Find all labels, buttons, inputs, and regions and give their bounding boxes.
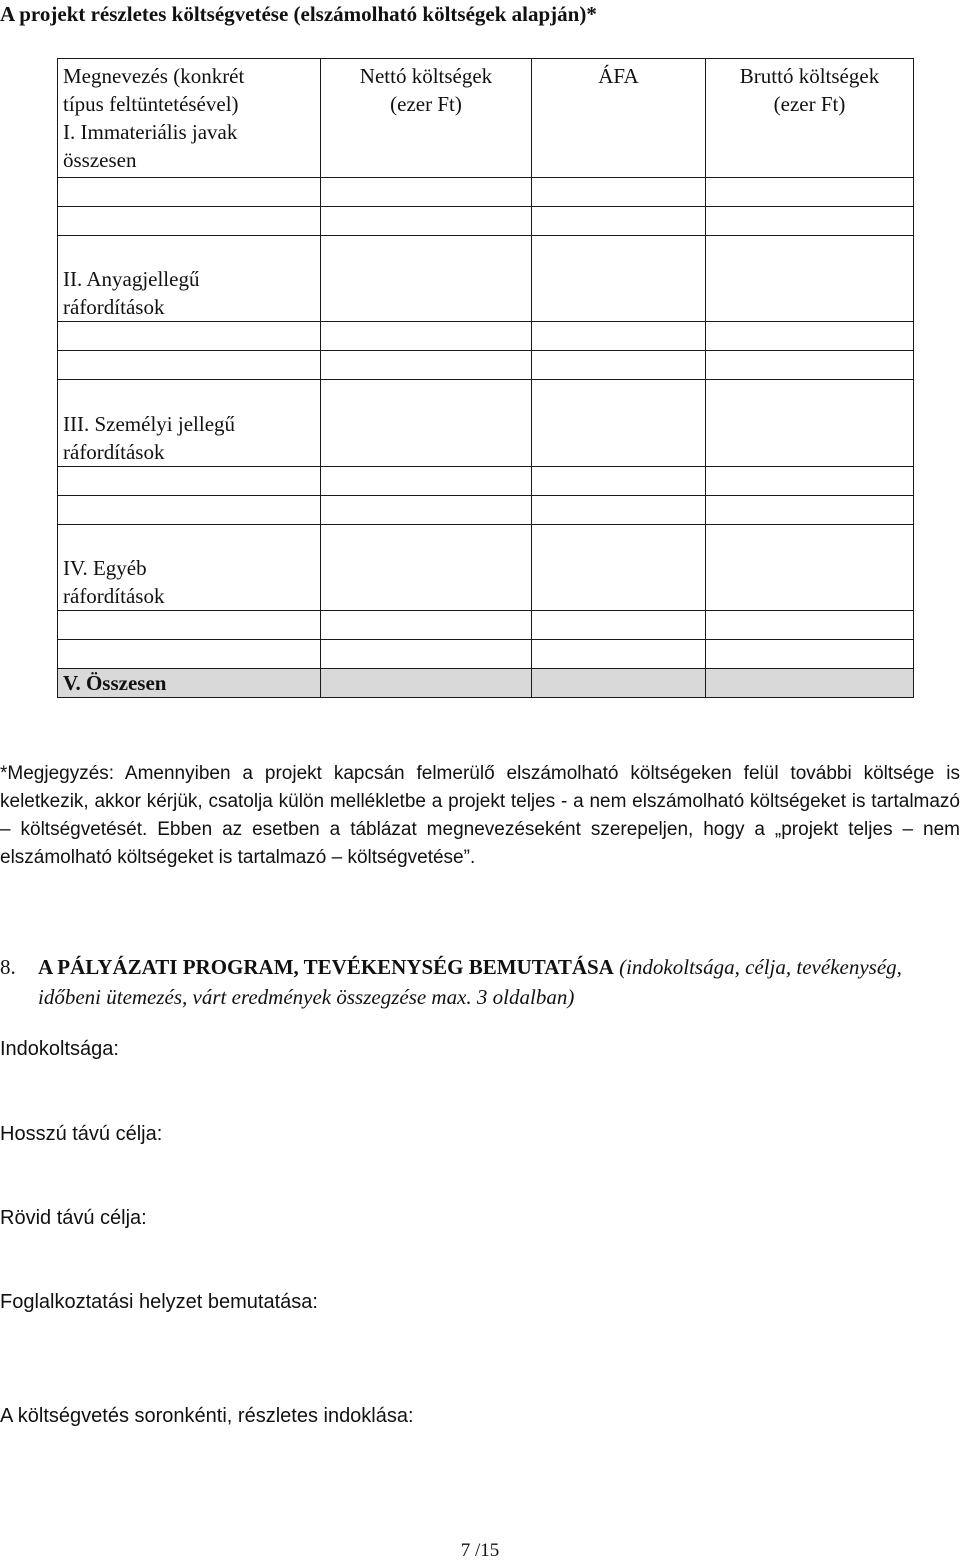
footnote: *Megjegyzés: Amennyiben a projekt kapcsán felmerülő elszámolható költségeken felül további költsége is keletkezik, akkor kérjük, csatolja külön mellékletbe a projekt teljes - a nem elszámolható költségeket is tartalmazó – költségvetését. Ebben az esetben a táblázat megnevezéseként szerepeljen, hogy a „projekt teljes – nem elszámolható költségeket is tartalmazó – költségvetése”. (0, 763, 960, 868)
page-title: A projekt részletes költségvetése (elszámolható költségek alapján)* (0, 2, 597, 26)
field-justification: Indokoltsága: (0, 1038, 119, 1060)
field-employment: Foglalkoztatási helyzet bemutatása: (0, 1291, 318, 1313)
field-long-term-goal: Hosszú távú célja: (0, 1123, 163, 1145)
table-row (58, 611, 914, 640)
section-subtitle: (indokoltsága, célja, tevékenység, időbeni ütemezés, várt eredmények összegzése max. 3 oldalban) (38, 955, 902, 1009)
header-gross: Bruttó költségek (ezer Ft) (706, 59, 914, 178)
section-heading: A PÁLYÁZATI PROGRAM, TEVÉKENYSÉG BEMUTATÁSA (38, 955, 614, 979)
header-vat: ÁFA (532, 59, 706, 178)
table-row (58, 178, 914, 207)
section-8 (0, 952, 960, 1012)
total-label: V. Összesen (58, 669, 321, 698)
table-row (58, 496, 914, 525)
table-row (58, 351, 914, 380)
section-label-1b: összesen (63, 148, 137, 172)
table-row-section-4: IV. Egyéb ráfordítások (58, 525, 914, 611)
table-row (58, 640, 914, 669)
table-row-section-3: III. Személyi jellegű ráfordítások (58, 380, 914, 467)
table-row (58, 467, 914, 496)
header-net: Nettó költségek (ezer Ft) (321, 59, 532, 178)
table-header-row (58, 59, 914, 178)
field-short-term-goal: Rövid távú célja: (0, 1207, 147, 1229)
table-row (58, 207, 914, 236)
header-name: Megnevezés (konkrét típus feltüntetésével) I. Immateriális javak összesen (58, 59, 321, 178)
section-number: 8. (0, 955, 16, 979)
table-row (58, 322, 914, 351)
table-row-section-2: II. Anyagjellegű ráfordítások (58, 236, 914, 322)
field-budget-detail: A költségvetés soronkénti, részletes indoklása: (0, 1405, 414, 1427)
page-number: 7 /15 (460, 1540, 500, 1561)
section-label-1: I. Immateriális javak (63, 120, 238, 144)
budget-table (57, 58, 914, 698)
table-row-total (58, 669, 914, 698)
